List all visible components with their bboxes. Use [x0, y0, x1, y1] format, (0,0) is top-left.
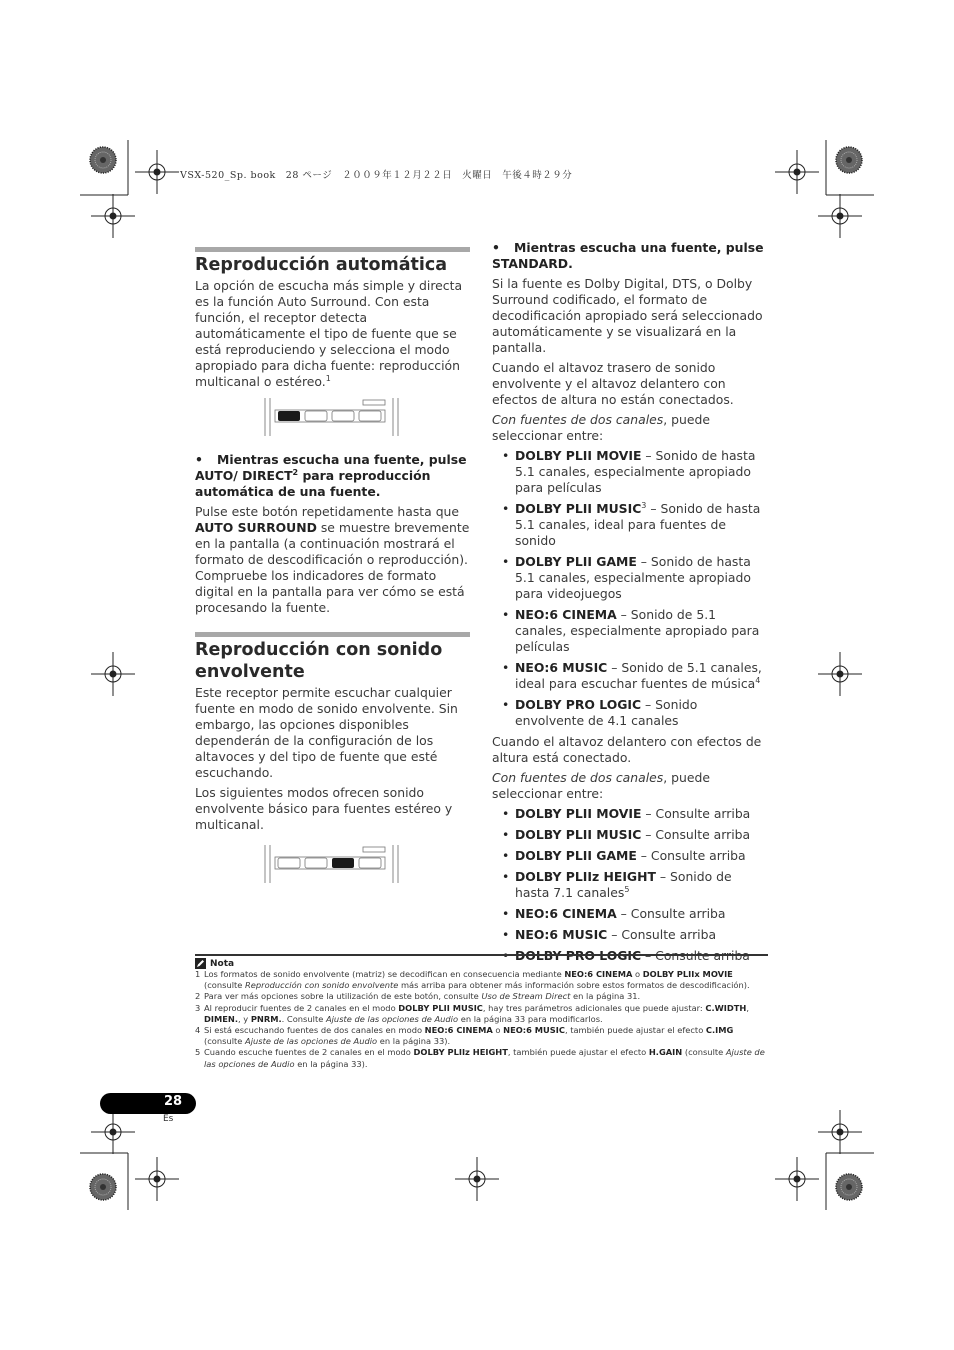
- mode-description: – Sonido de 5.1 canales, especialmente apropiado para películas: [515, 607, 760, 654]
- mode-description: – Consulte arriba: [607, 927, 717, 942]
- bullet: •: [502, 869, 510, 884]
- two-channel-intro-2: Con fuentes de dos canales, puede seleccionar entre:: [492, 770, 710, 801]
- mode-list-item: [492, 806, 768, 822]
- mode-list-item: • NEO:6 MUSIC – Sonido de 5.1 canales, ideal para escuchar fuentes de música$^4$: [502, 660, 762, 691]
- step-standard-key: STANDARD.: [492, 256, 573, 271]
- mode-name: DOLBY PRO LOGIC: [515, 697, 642, 712]
- mode-name: NEO:6 CINEMA: [515, 607, 617, 622]
- note-list: [195, 969, 768, 1070]
- pencil-note-icon: [195, 958, 206, 969]
- bullet: •: [502, 501, 510, 516]
- no-height-paragraph: Cuando el altavoz trasero de sonido envolvente y el altavoz delantero con efectos de altura no están conectados.: [492, 360, 734, 407]
- remote-panel-illustration-standard: [195, 843, 470, 887]
- mode-description: – Consulte arriba: [616, 906, 726, 921]
- height-paragraph: Cuando el altavoz delantero con efectos de altura está conectado.: [492, 734, 762, 765]
- page-number: 28: [163, 1094, 183, 1109]
- sun-mark-bottom-right: [836, 1174, 862, 1200]
- mode-list-item: [492, 448, 768, 496]
- mode-list-item: [492, 827, 768, 843]
- mode-name: DOLBY PLIIz HEIGHT: [515, 869, 656, 884]
- bullet: •: [502, 806, 510, 821]
- mode-list-item: • DOLBY PLIIz HEIGHT – Sonido de hasta 7.1 canales$^5$: [502, 869, 732, 900]
- footnote: 3 Al reproducir fuentes de 2 canales en el modo DOLBY PLII MUSIC, hay tres parámetros adicionales que puede ajustar: C.WIDTH, DIMEN., y PNRM.. Consulte Ajuste de las opciones de Audio en la página 33 para modificarlos.: [195, 1002, 749, 1024]
- standard-button-highlight: [332, 858, 354, 868]
- auto-direct-button-highlight: [278, 411, 300, 421]
- mode-description: – Sonido de hasta 7.1 canales: [515, 869, 732, 900]
- mode-name: NEO:6 MUSIC: [515, 927, 608, 942]
- mode-name: NEO:6 MUSIC: [515, 660, 608, 675]
- bullet: •: [502, 554, 510, 569]
- standard-paragraph: Si la fuente es Dolby Digital, DTS, o Dolby Surround codificado, el formato de decodificación apropiado será seleccionado automáticamente y se visualizará en la pantalla.: [492, 276, 763, 355]
- footnote: 2 Para ver más opciones sobre la utilización de este botón, consulte Uso de Stream Direct en la página 31.: [195, 991, 641, 1002]
- section-bar: [195, 247, 470, 252]
- mode-list-no-height: [492, 448, 768, 729]
- remote-panel-illustration-auto: [195, 396, 470, 440]
- mode-list-item: [492, 607, 768, 655]
- mode-name: DOLBY PLII MUSIC: [515, 501, 642, 516]
- intro-paragraph: La opción de escucha más simple y directa es la función Auto Surround. Con esta función, el receptor detecta automáticamente el tipo de fuente que se está reproduciendo y selecciona el modo apropiado para dicha fuente: reproducción multicanal o estéreo.$^1$: [195, 278, 463, 389]
- footnote: 1 Los formatos de sonido envolvente (matriz) se decodifican en consecuencia mediante NEO:6 CINEMA o DOLBY PLIIx MOVIE (consulte Reproducción con sonido envolvente más arriba para obtener más información sobre estos formatos de descodificación).: [195, 969, 750, 991]
- bullet: •: [502, 660, 510, 675]
- mode-description: – Sonido envolvente de 4.1 canales: [515, 697, 698, 728]
- section-bar: [195, 632, 470, 637]
- mode-description: – Sonido de hasta 5.1 canales, ideal para fuentes de sonido: [515, 501, 761, 548]
- section-title-surround: Reproducción con sonido envolvente: [195, 640, 443, 682]
- mode-list-item: • DOLBY PLII MUSIC$^3$ – Sonido de hasta 5.1 canales, ideal para fuentes de sonido: [502, 500, 761, 548]
- mode-list-item: [492, 927, 768, 943]
- mode-description: – Consulte arriba: [641, 806, 751, 821]
- mode-name: DOLBY PLII MOVIE: [515, 806, 642, 821]
- mode-description: – Consulte arriba: [636, 848, 746, 863]
- bullet: •: [502, 448, 510, 463]
- note-heading: Nota: [195, 958, 768, 969]
- mode-list-item: [492, 554, 768, 602]
- mode-description: – Consulte arriba: [641, 827, 751, 842]
- bullet: •: [502, 927, 510, 942]
- mode-name: DOLBY PLII MOVIE: [515, 448, 642, 463]
- footnote: 4 Si está escuchando fuentes de dos canales en modo NEO:6 CINEMA o NEO:6 MUSIC, también puede ajustar el efecto C.IMG (consulte Ajuste de las opciones de Audio en la página 33).: [195, 1025, 734, 1047]
- mode-list-item: [492, 697, 768, 729]
- mode-name: DOLBY PRO LOGIC: [515, 948, 642, 963]
- two-channel-intro-1: Con fuentes de dos canales, puede seleccionar entre:: [492, 412, 710, 443]
- footnote: 5 Cuando escuche fuentes de 2 canales en el modo DOLBY PLIIz HEIGHT, también puede ajustar el efecto H.GAIN (consulte Ajuste de las opciones de Audio en la página 33).: [195, 1047, 765, 1069]
- bullet: •: [502, 948, 510, 963]
- book-header-line: VSX-520_Sp. book 28 ページ ２００９年１２月２２日 火曜日 午後４時２９分: [180, 170, 573, 181]
- mode-name: NEO:6 CINEMA: [515, 906, 617, 921]
- mode-list-item: [492, 848, 768, 864]
- right-column: [492, 240, 768, 969]
- bullet: •: [502, 607, 510, 622]
- surround-paragraph-1: Este receptor permite escuchar cualquier fuente en modo de sonido envolvente. Sin embargo, las opciones disponibles dependerán de la configuración de los altavoces y del tipo de fuente que esté escuchando.: [195, 685, 458, 780]
- mode-list-height: [492, 806, 768, 964]
- footnotes: [195, 954, 768, 1070]
- mode-description: – Sonido de hasta 5.1 canales, especialmente apropiado para películas: [515, 448, 756, 495]
- bullet: •: [502, 906, 510, 921]
- left-column: [195, 247, 470, 887]
- language-code: Es: [163, 1114, 174, 1124]
- mode-name: DOLBY PLII GAME: [515, 554, 637, 569]
- mode-description: – Sonido de 5.1 canales, ideal para escuchar fuentes de música: [515, 660, 762, 691]
- step-auto-direct: • Mientras escucha una fuente, pulse AUTO/ DIRECT$^2$ para reproducción automática de una fuente.: [195, 452, 467, 499]
- mode-name: DOLBY PLII MUSIC: [515, 827, 642, 842]
- sun-mark-top-left: [90, 147, 116, 173]
- sun-mark-top-right: [836, 147, 862, 173]
- bullet: •: [502, 697, 510, 712]
- mode-description: – Consulte arriba: [641, 948, 750, 963]
- bullet: •: [502, 827, 510, 842]
- mode-name: DOLBY PLII GAME: [515, 848, 637, 863]
- auto-surround-paragraph: Pulse este botón repetidamente hasta que AUTO SURROUND se muestre brevemente en la pantalla (a continuación mostrará el formato de descodificación o reproducción). Compruebe los indicadores de formato digital en la pantalla para ver cómo se está procesando la fuente.: [195, 504, 470, 615]
- bullet: •: [502, 848, 510, 863]
- section-title-auto: Reproducción automática: [195, 255, 448, 275]
- sun-mark-bottom-left: [90, 1174, 116, 1200]
- mode-list-item: [492, 906, 768, 922]
- mode-description: – Sonido de hasta 5.1 canales, especialmente apropiado para videojuegos: [515, 554, 751, 601]
- step-standard: • Mientras escucha una fuente, pulse: [492, 240, 764, 255]
- surround-paragraph-2: Los siguientes modos ofrecen sonido envolvente básico para fuentes estéreo y multicanal.: [195, 785, 453, 832]
